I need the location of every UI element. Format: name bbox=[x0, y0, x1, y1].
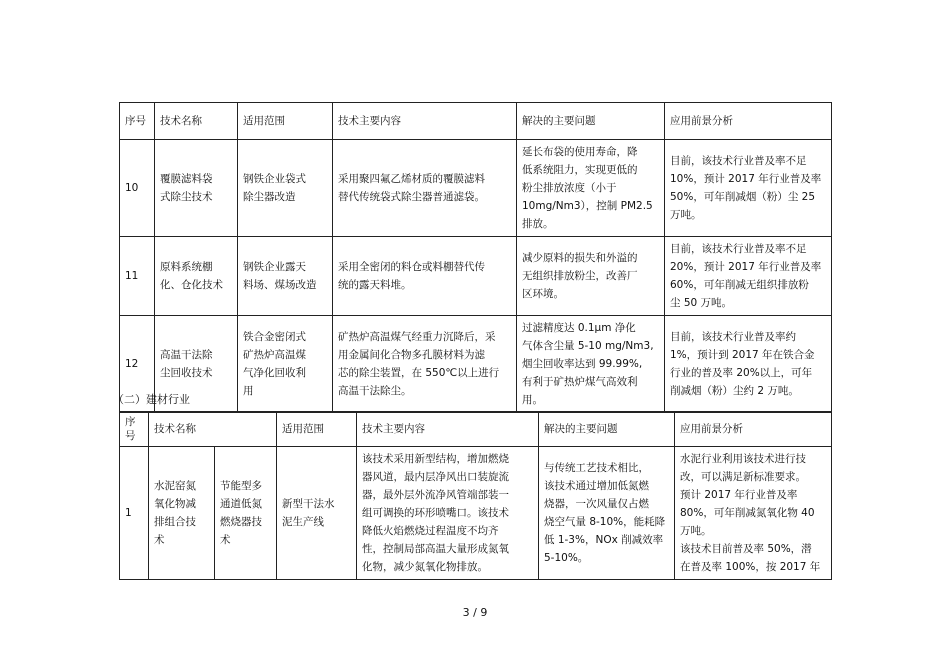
main-content: 该技术采用新型结构，增加燃烧 器风道，最内层净风出口装旋流 器，最外层外流净风管端部装一 组可调换的环形喷嘴口。该技术 降低火焰燃烧过程温度不均齐 性，控制局部高温大量形成氮氧 化物，减少氮氧化物排放。 bbox=[357, 447, 539, 580]
header-cell: 应用前景分析 bbox=[675, 412, 832, 447]
tech-subname: 节能型多 通道低氮 燃烧器技 术 bbox=[215, 447, 277, 580]
outlook: 目前，该技术行业普及率不足 20%，预计 2017 年行业普及率 60%，可年削减无组织排放粉 尘 50 万吨。 bbox=[665, 237, 832, 316]
problem-solved: 过滤精度达 0.1μm 净化 气体含尘量 5-10 mg/Nm3, 烟尘回收率达到 99.99%, 有利于矿热炉煤气高效利 用。 bbox=[517, 316, 665, 413]
scope: 新型干法水 泥生产线 bbox=[277, 447, 357, 580]
scope: 钢铁企业露天 料场、煤场改造 bbox=[238, 237, 333, 316]
header-cell: 技术主要内容 bbox=[357, 412, 539, 447]
table-row bbox=[120, 140, 832, 237]
problem-solved: 与传统工艺技术相比， 该技术通过增加低氮燃 烧器，一次风量仅占燃 烧空气量 8-10%，能耗降 低 1-3%，NOx 削减效率 5-10%。 bbox=[539, 447, 675, 580]
main-content: 采用聚四氟乙烯材质的覆膜滤料 替代传统袋式除尘器普通滤袋。 bbox=[333, 140, 517, 237]
outlook: 目前，该技术行业普及率约 1%，预计到 2017 年在铁合金 行业的普及率 20%以上，可年 削减烟（粉）尘约 2 万吨。 bbox=[665, 316, 832, 413]
header-cell: 应用前景分析 bbox=[665, 103, 832, 140]
header-cell: 技术名称 bbox=[149, 412, 277, 447]
row-number: 11 bbox=[120, 237, 155, 316]
tech-name: 覆膜滤料袋 式除尘技术 bbox=[155, 140, 238, 237]
section-title: （二）建材行业 bbox=[113, 393, 190, 406]
scope: 铁合金密闭式 矿热炉高温煤 气净化回收利 用 bbox=[238, 316, 333, 413]
table-row bbox=[120, 237, 832, 316]
problem-solved: 减少原料的损失和外溢的 无组织排放粉尘，改善厂 区环境。 bbox=[517, 237, 665, 316]
table-header-row bbox=[120, 103, 832, 140]
row-number: 10 bbox=[120, 140, 155, 237]
header-cell: 解决的主要问题 bbox=[517, 103, 665, 140]
table-row bbox=[120, 447, 832, 580]
scope: 钢铁企业袋式 除尘器改造 bbox=[238, 140, 333, 237]
problem-solved: 延长布袋的使用寿命，降 低系统阻力，实现更低的 粉尘排放浓度（小于 10mg/Nm3），控制 PM2.5 排放。 bbox=[517, 140, 665, 237]
row-number: 12 bbox=[120, 316, 155, 413]
outlook: 目前，该技术行业普及率不足 10%，预计 2017 年行业普及率 50%，可年削减烟（粉）尘 25 万吨。 bbox=[665, 140, 832, 237]
header-cell: 技术名称 bbox=[155, 103, 238, 140]
main-content: 矿热炉高温煤气经重力沉降后，采 用金属间化合物多孔膜材料为滤 芯的除尘装置，在 550℃以上进行 高温干法除尘。 bbox=[333, 316, 517, 413]
header-cell: 适用范围 bbox=[277, 412, 357, 447]
building-materials-table bbox=[119, 411, 832, 580]
table-row bbox=[120, 316, 832, 413]
main-content: 采用全密闭的料仓或料棚替代传 统的露天料堆。 bbox=[333, 237, 517, 316]
header-cell: 技术主要内容 bbox=[333, 103, 517, 140]
header-cell: 序号 bbox=[120, 103, 155, 140]
header-cell: 适用范围 bbox=[238, 103, 333, 140]
steel-tech-table bbox=[119, 102, 832, 413]
table-header-row bbox=[120, 412, 832, 447]
header-cell: 序 号 bbox=[120, 412, 149, 447]
header-cell: 解决的主要问题 bbox=[539, 412, 675, 447]
outlook: 水泥行业利用该技术进行技 改，可以满足新标准要求。 预计 2017 年行业普及率 80%，可年削减氮氧化物 40 万吨。 该技术目前普及率 50%，潜 在普及率 100%，按 2017 年 bbox=[675, 447, 832, 580]
tech-name: 水泥窑氮 氧化物减 排组合技 术 bbox=[149, 447, 215, 580]
row-number: 1 bbox=[120, 447, 149, 580]
page-number: 3 / 9 bbox=[462, 606, 488, 619]
tech-name: 原料系统棚 化、仓化技术 bbox=[155, 237, 238, 316]
tech-name: 高温干法除 尘回收技术 bbox=[155, 316, 238, 413]
